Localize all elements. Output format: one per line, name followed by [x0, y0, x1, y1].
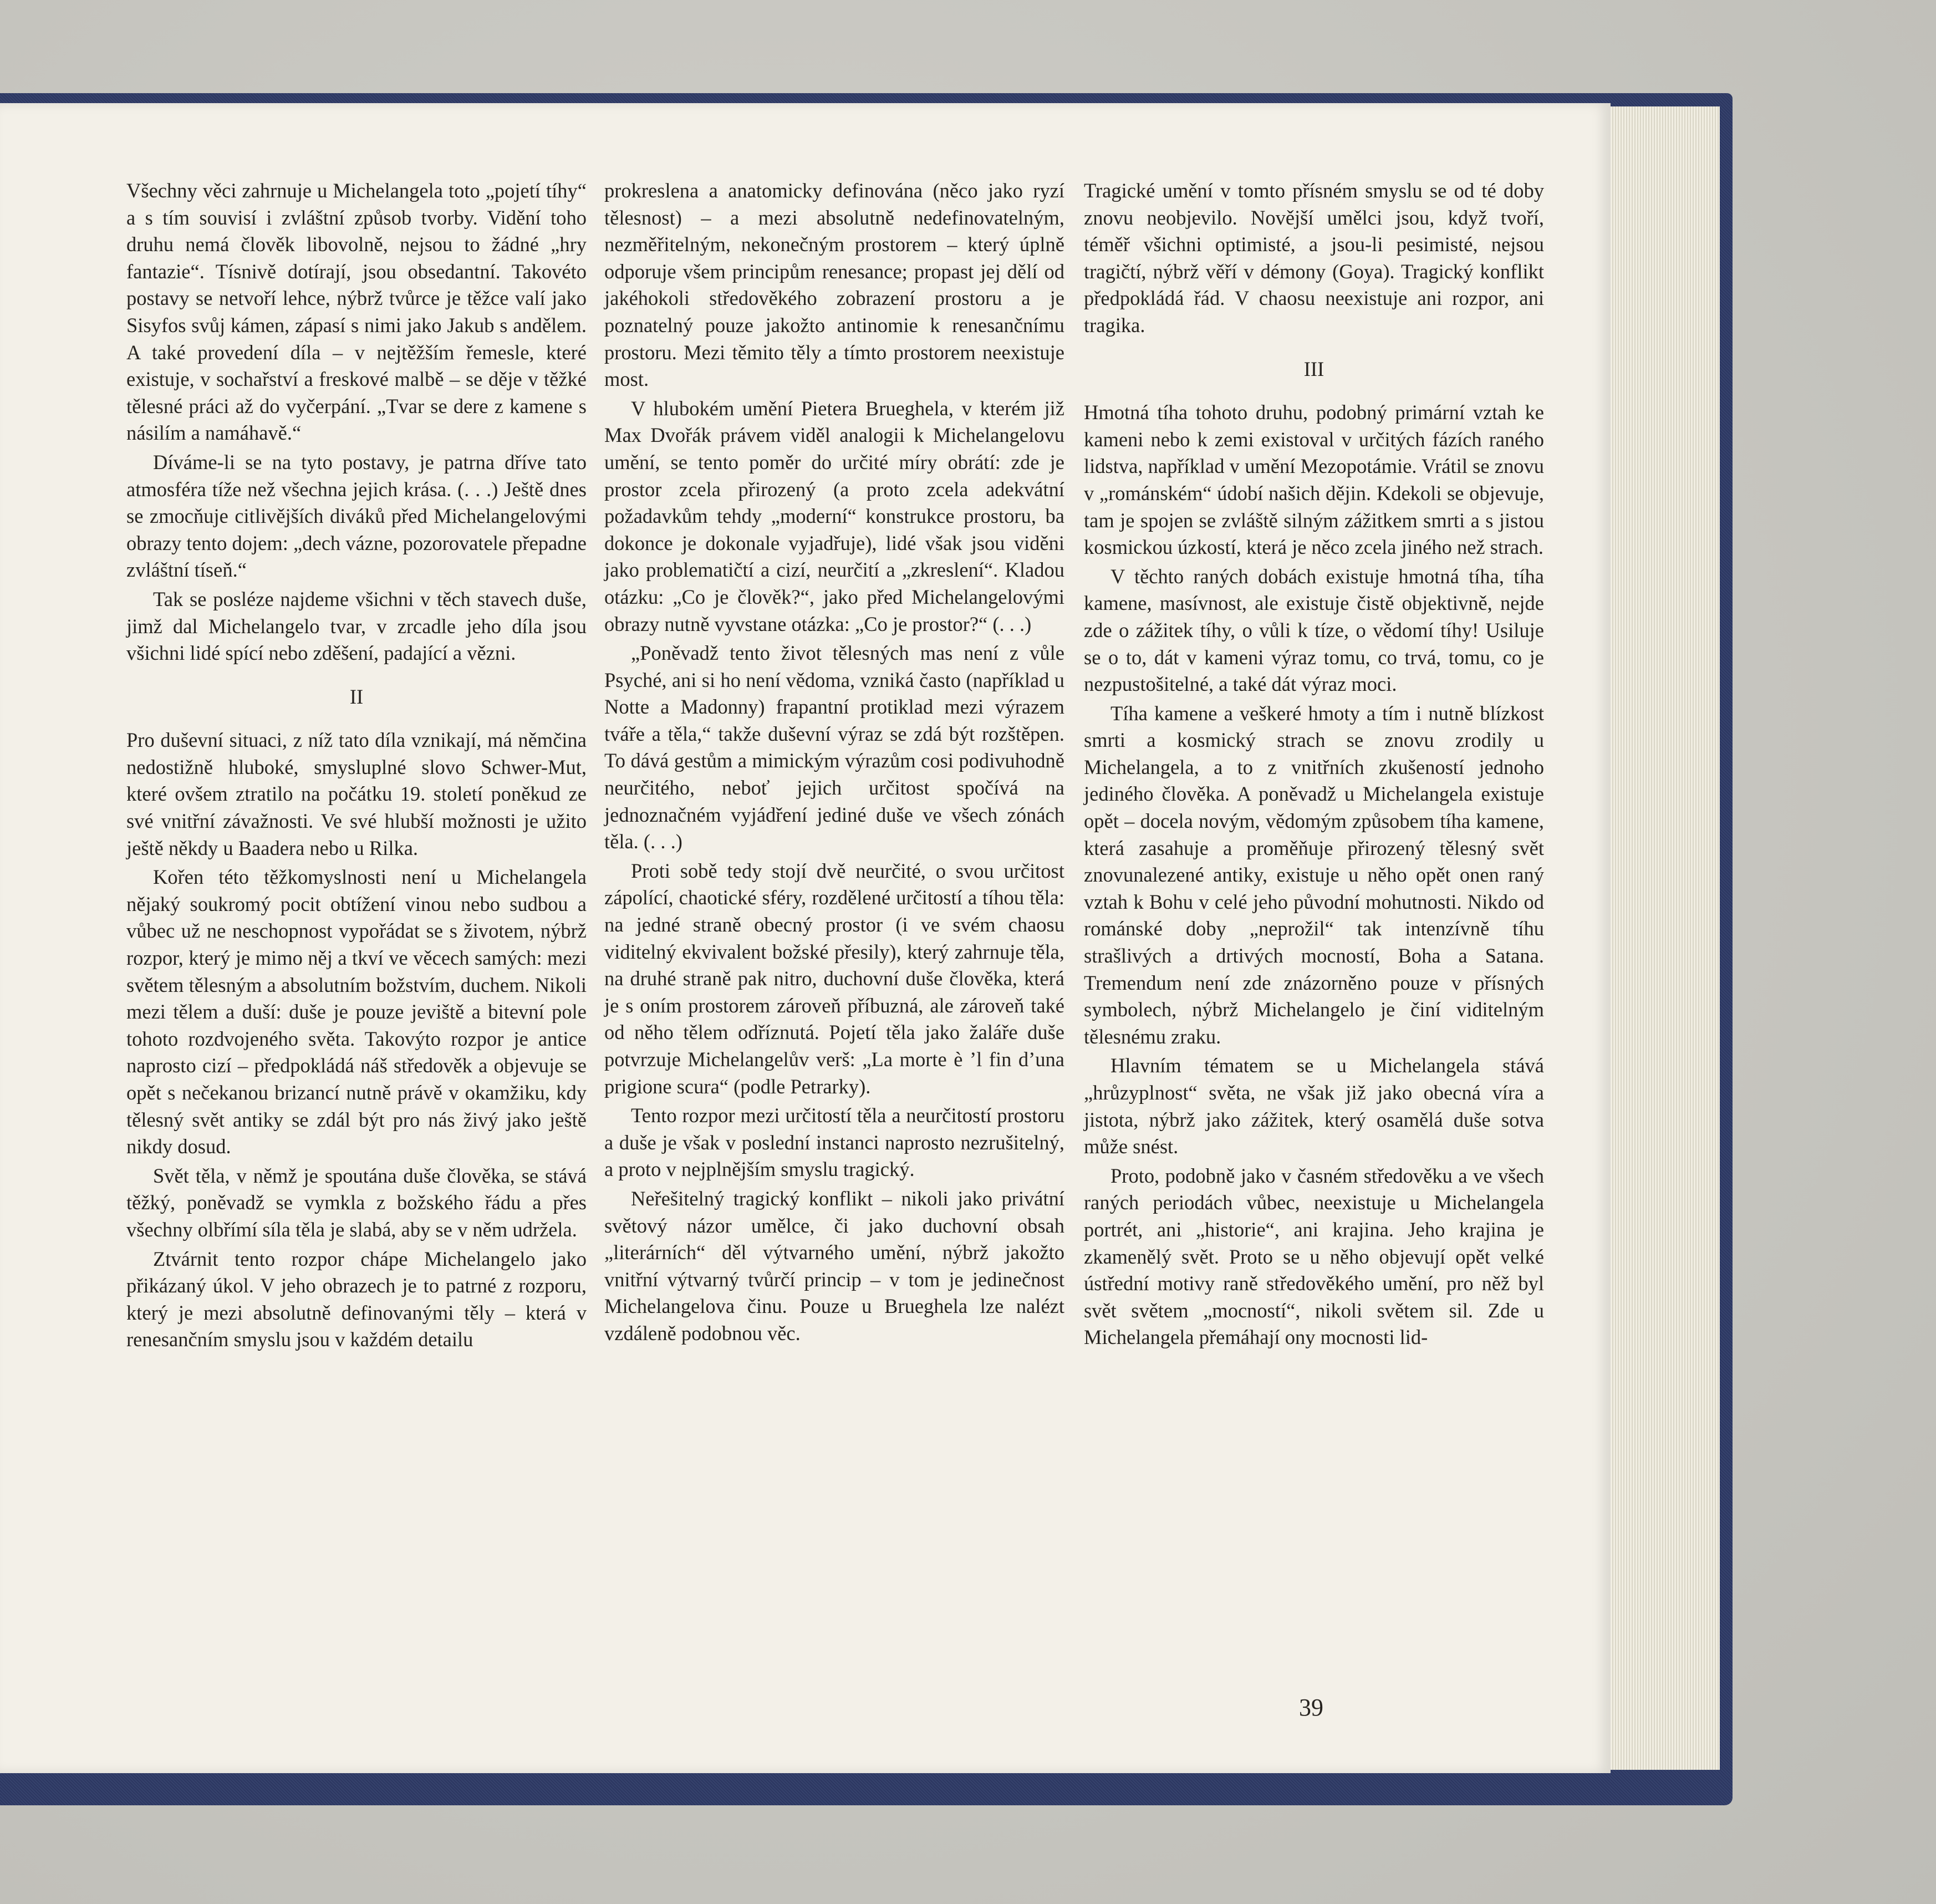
- paragraph: Díváme-li se na tyto postavy, je patrna dříve tato atmosféra tíže než všechna jejich krása. (. . .) Ještě dnes se zmocňuje citlivějších diváků před Michelangelovými obrazy tento dojem: „dech vázne, pozorovatele přepadne zvláštní tíseň.“: [126, 450, 587, 582]
- paragraph: Hlavním tématem se u Michelangela stává „hrůzyplnost“ světa, ne však již jako obecná víra a jistota, nýbrž jako zážitek, který osamělá duše sotva může snést.: [1084, 1054, 1544, 1158]
- paragraph: „Poněvadž tento život tělesných mas není z vůle Psyché, ani si ho není vědoma, vzniká často (například u Notte a Madonny) frapantní protiklad mezi výrazem tváře a těla,“ takže duševní výraz se zdá být rozštěpen. To dává gestům a mimickým výrazům cosi podivuhodně neurčitého, neboť jejich určitost spočívá na jednoznačném vyjádření jediné duše ve všech zónách těla. (. . .): [604, 642, 1064, 853]
- text-column-1: [126, 177, 587, 1356]
- paragraph: V hlubokém umění Pietera Brueghela, v kterém již Max Dvořák právem viděl analogii k Michelangelovu umění, se tento poměr do určité míry obrátí: zde je prostor zcela přirozený (a proto zcela adekvátní požadavkům tehdy „moderní“ konstrukce prostoru, ba dokonce je dokonale vyjadřuje), lidé však jsou viděni jako problematičtí a cizí, neurčití a „zkreslení“. Kladou otázku: „Co je člověk?“, jako před Michelangelovými obrazy nutně vyvstane otázka: „Co je prostor?“ (. . .): [604, 396, 1064, 635]
- paragraph: Proti sobě tedy stojí dvě neurčité, o svou určitost zápolící, chaotické sféry, rozdělené určitostí a tíhou těla: na jedné straně obecný prostor (i ve svém chaosu viditelný ekvivalent božské přesily), který zahrnuje těla, na druhé straně pak nitro, duchovní duše člověka, která je s oním prostorem zároveň příbuzná, ale zároveň také od něho tělem odříznutá. Pojetí těla jako žaláře duše potvrzuje Michelangelův verš: „La morte è ’l fin d’una prigione scura“ (podle Petrarky).: [604, 859, 1064, 1098]
- page-edges: [1602, 106, 1720, 1770]
- text-column-3: [1084, 177, 1544, 1353]
- paragraph: Neřešitelný tragický konflikt – nikoli jako privátní světový názor umělce, či jako duchovní obsah „literárních“ děl výtvarného umění, nýbrž jakožto vnitřní výtvarný tvůrčí princip – v tom je jedinečnost Michelangelova činu. Pouze u Brueghela lze nalézt vzdáleně podobnou věc.: [604, 1187, 1064, 1345]
- paragraph: Pro duševní situaci, z níž tato díla vznikají, má němčina nedostižně hluboké, smysluplné slovo Schwer-Mut, které ovšem ztratilo na počátku 19. století poněkud ze své vnitřní závažnosti. Ve své hlubší možnosti je užito ještě někdy u Baadera nebo u Rilka.: [126, 729, 587, 859]
- section-heading: III: [1303, 357, 1324, 380]
- paragraph: prokreslena a anatomicky definována (něco jako ryzí tělesnost) – a mezi absolutně nedefinovatelným, nezměřitelným, nekonečným prostorem – který úplně odporuje všem principům renesance; propast jej dělí od jakéhokoli středověkého zobrazení prostoru a je poznatelný pouze jakožto antinomie k renesančnímu prostoru. Mezi těmito těly a tímto prostorem neexistuje most.: [604, 179, 1064, 391]
- paragraph: Kořen této těžkomyslnosti není u Michelangela nějaký soukromý pocit obtížení vinou nebo sudbou a vůbec už ne neschopnost vypořádat se s životem, nýbrž rozpor, který je mimo něj a tkví ve věcech samých: mezi světem tělesným a absolutním božstvím, duchem. Nikoli mezi tělem a duší: duše je pouze jeviště a bitevní pole tohoto rozdvojeného světa. Takovýto rozpor je antice naprosto cizí – předpokládá náš středověk a objevuje se opět s nečekanou brizancí nutně právě v okamžiku, kdy tělesný svět antiky se zdál být pro nás živý jako ještě nikdy dosud.: [126, 866, 587, 1158]
- paragraph: V těchto raných dobách existuje hmotná tíha, tíha kamene, masívnost, ale existuje čistě objektivně, nejde zde o zážitek tíhy, o vůli k tíze, o vědomí tíhy! Usiluje se o to, dát v kameni výraz tomu, co trvá, tomu, co je nezpustošitelné, a také dát výraz moci.: [1084, 564, 1544, 696]
- paragraph: Tento rozpor mezi určitostí těla a neurčitostí prostoru a duše je však v poslední instanci naprosto nezrušitelný, a proto v nejplnějším smyslu tragický.: [604, 1104, 1064, 1181]
- paragraph: Všechny věci zahrnuje u Michelangela toto „pojetí tíhy“ a s tím souvisí i zvláštní způsob tvorby. Vidění toho druhu nemá člověk libovolně, nejsou to žádné „hry fantazie“. Tísnivě dotírají, jsou obsedantní. Takovéto postavy se netvoří lehce, nýbrž tvůrce je těžce valí jako Sisyfos svůj kámen, zápasí s nimi jako Jakub s andělem. A také provedení díla – v nejtěžším řemesle, které existuje, v sochařství a freskové malbě – se děje v těžké tělesné práci až do vyčerpání. „Tvar se dere z kamene s násilím a namáhavě.“: [126, 179, 587, 445]
- section-heading: II: [349, 685, 364, 708]
- paragraph: Tak se posléze najdeme všichni v těch stavech duše, jimž dal Michelangelo tvar, v zrcadle jeho díla jsou všichni lidé spící nebo zděšení, padající a vězni.: [126, 587, 587, 665]
- paragraph: Hmotná tíha tohoto druhu, podobný primární vztah ke kameni nebo k zemi existoval v určitých fázích raného lidstva, například v umění Mezopotámie. Vrátil se znovu v „románském“ údobí našich dějin. Kdekoli se objevuje, tam je spojen se zvláště silným zážitkem smrti a s jistou kosmickou úzkostí, která je něco zcela jiného než strach.: [1084, 401, 1544, 559]
- paragraph: Proto, podobně jako v časném středověku a ve všech raných periodách vůbec, neexistuje u Michelangela portrét, ani „historie“, ani krajina. Jeho krajina je zkamenělý svět. Proto se u něho objevují opět velké ústřední motivy raně středověkého umění, pro něž byl svět světem „mocností“, nikoli světem sil. Zde u Michelangela přemáhají ony mocnosti lid-: [1084, 1164, 1544, 1349]
- text-column-2: [604, 177, 1064, 1350]
- paragraph: Svět těla, v němž je spoutána duše člověka, se stává těžký, poněvadž se vymkla z božského řádu a přes všechny olbřímí síla těla je slabá, aby se v něm udržela.: [126, 1164, 587, 1241]
- book-page: [0, 103, 1611, 1773]
- paragraph: Tíha kamene a veškeré hmoty a tím i nutně blízkost smrti a kosmický strach se znovu zrodily u Michelangela, a to z vnitřních zkušeností jednoho jediného člověka. A poněvadž u Michelangela existuje opět – docela novým, vědomým způsobem tíha kamene, která zasahuje a proměňuje přirozený tělesný svět znovunalezené antiky, existuje u něho opět onen raný vztah k Bohu v celé jeho původní mohutnosti. Nikdo od románské doby „neprožil“ tak intenzívně tíhu strašlivých a drtivých mocností, Boha a Satana. Tremendum není zde znázorněno pouze v přísných symbolech, nýbrž Michelangelo je činí viditelným tělesnému zraku.: [1084, 701, 1544, 1048]
- paragraph: Tragické umění v tomto přísném smyslu se od té doby znovu neobjevilo. Novější umělci jsou, když tvoří, téměř všichni optimisté, a jsou-li pesimisté, nejsou tragičtí, nýbrž věří v démony (Goya). Tragický konflikt předpokládá řád. V chaosu neexistuje ani rozpor, ani tragika.: [1084, 179, 1544, 337]
- paragraph: Ztvárnit tento rozpor chápe Michelangelo jako přikázaný úkol. V jeho obrazech je to patrné z rozporu, který je mezi absolutně definovanými těly – která v renesančním smyslu jsou v každém detailu: [126, 1247, 587, 1351]
- page-number: 39: [1299, 1694, 1323, 1721]
